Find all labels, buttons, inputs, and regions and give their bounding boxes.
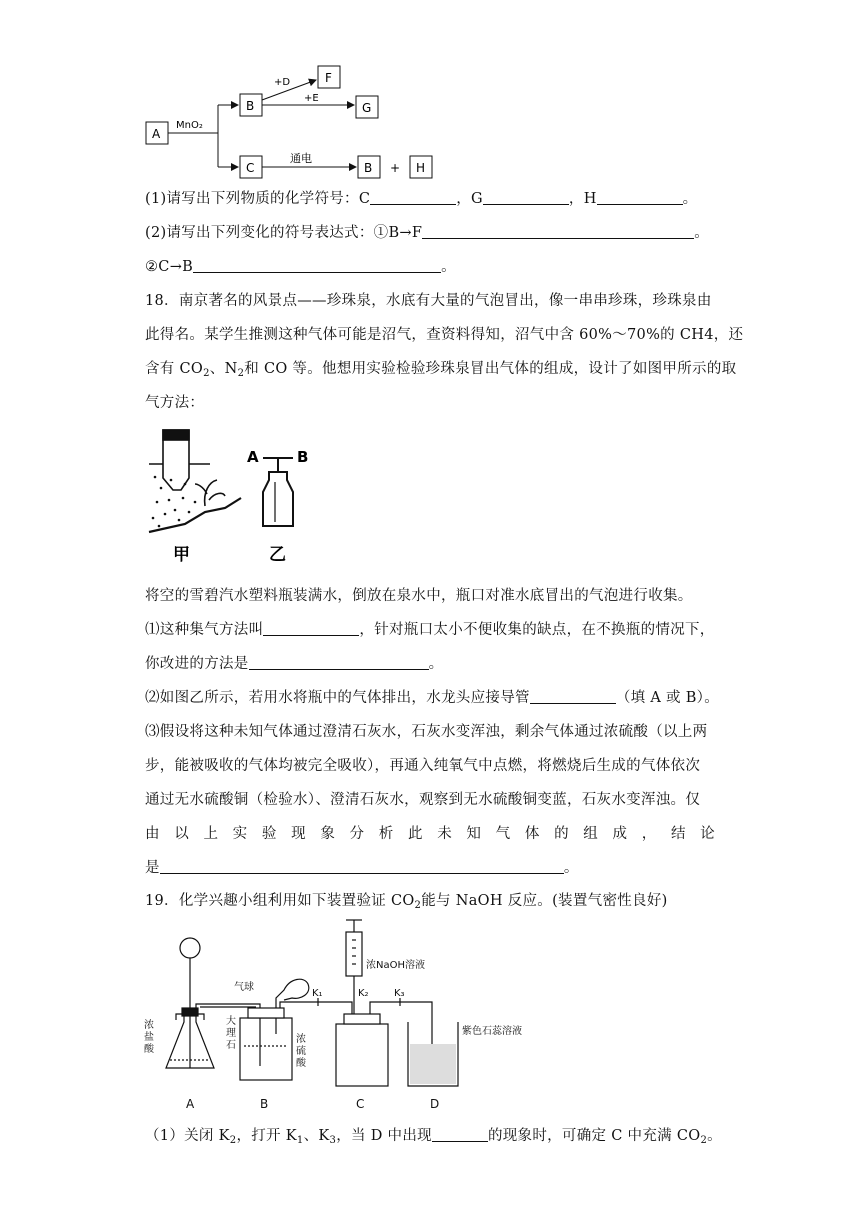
label-hcl-3: 酸 bbox=[144, 1044, 154, 1055]
q18-line2: 此得名。某学生推测这种气体可能是沼气，查资料得知，沼气中含 60%～70%的 CH4，还 bbox=[145, 327, 744, 343]
label-h2so4-1: 浓 bbox=[296, 1034, 306, 1045]
label-marble-1: 大 bbox=[226, 1016, 236, 1027]
answer-blank-cb[interactable] bbox=[193, 258, 441, 273]
label-marble-3: 石 bbox=[226, 1040, 236, 1051]
q18-sub1-line1: ⑴这种集气方法叫 ，针对瓶口太小不便收集的缺点，在不换瓶的情况下， bbox=[145, 622, 715, 638]
label-tube-b: B bbox=[297, 448, 309, 466]
q18-sub3-line1: ⑶假设将这种未知气体通过澄清石灰水，石灰水变浑浊，剩余气体通过浓硫酸（以上两 bbox=[145, 724, 708, 740]
q19-line1: 19．化学兴趣小组利用如下装置验证 $CO_2$能与 NaOH 反应。(装置气密性良好) bbox=[145, 893, 668, 911]
q18-line4: 气方法： bbox=[145, 395, 205, 411]
q18-sub3-line3: 通过无水硫酸铜（检验水）、澄清石灰水，观察到无水硫酸铜变蓝，石灰水变浑浊。仅 bbox=[145, 792, 701, 808]
label-h: H bbox=[416, 161, 426, 175]
label-app-c: C bbox=[356, 1097, 365, 1111]
q18-sub3-line2: 步，能被吸收的气体均被完全吸收），再通入纯氧气中点燃，将燃烧后生成的气体依次 bbox=[145, 758, 701, 774]
cond-d: +D bbox=[274, 77, 291, 88]
label-tube-a: A bbox=[247, 448, 259, 466]
cond-mno2: MnO₂ bbox=[176, 120, 203, 131]
q17-part2: (2)请写出下列变化的符号表达式：①B→F 。 bbox=[145, 225, 710, 241]
plus-sign: + bbox=[390, 161, 401, 175]
answer-blank-improve[interactable] bbox=[249, 655, 429, 670]
label-b: B bbox=[246, 99, 255, 113]
q19-part1: （1）关闭 $K_2$，打开 $K_1$、$K_3$，当 D 中出现 的现象时，可确定 C 中充满 $CO_2$。 bbox=[145, 1128, 722, 1146]
answer-blank-method[interactable] bbox=[263, 621, 359, 636]
q18-sub2: ⑵如图乙所示，若用水将瓶中的气体排出，水龙头应接导管 （填 A 或 B）。 bbox=[145, 690, 720, 706]
answer-blank-bf[interactable] bbox=[422, 224, 694, 239]
label-b2: B bbox=[364, 161, 373, 175]
answer-blank-conclusion[interactable] bbox=[160, 859, 564, 874]
q17-part1: (1)请写出下列物质的化学符号：C ，G ，H 。 bbox=[145, 191, 698, 207]
answer-blank-g[interactable] bbox=[483, 190, 569, 205]
answer-blank-c[interactable] bbox=[370, 190, 456, 205]
label-app-b: B bbox=[260, 1097, 269, 1111]
q18-sub3-line4: 由 以 上 实 验 现 象 分 析 此 未 知 气 体 的 组 成 ， 结 论 bbox=[145, 826, 715, 842]
label-k2: K₂ bbox=[358, 988, 369, 999]
cond-electrolysis: 通电 bbox=[290, 152, 312, 165]
apparatus-figure bbox=[140, 918, 570, 1113]
q18-sub1-line2: 你改进的方法是 。 bbox=[145, 656, 444, 672]
label-marble-2: 理 bbox=[226, 1028, 236, 1039]
collection-figure bbox=[145, 422, 310, 567]
label-k3: K₃ bbox=[394, 988, 405, 999]
label-f: F bbox=[325, 71, 332, 85]
cond-e: +E bbox=[304, 93, 319, 104]
flow-diagram bbox=[140, 60, 440, 185]
label-hcl-2: 盐 bbox=[144, 1032, 154, 1043]
q18-line5: 将空的雪碧汽水塑料瓶装满水，倒放在泉水中，瓶口对准水底冒出的气泡进行收集。 bbox=[145, 588, 693, 604]
label-balloon: 气球 bbox=[234, 982, 254, 993]
label-h2so4-2: 硫 bbox=[296, 1046, 306, 1057]
label-litmus: 紫色石蕊溶液 bbox=[462, 1026, 522, 1037]
q18-line1: 18．南京著名的风景点——珍珠泉，水底有大量的气泡冒出，像一串串珍珠，珍珠泉由 bbox=[145, 293, 712, 309]
q18-sub3-line5: 是 。 bbox=[145, 860, 579, 876]
label-h2so4-3: 酸 bbox=[296, 1058, 306, 1069]
label-app-a: A bbox=[186, 1097, 195, 1111]
answer-blank-phenomenon[interactable] bbox=[432, 1127, 488, 1142]
label-k1: K₁ bbox=[312, 988, 323, 999]
label-yi: 乙 bbox=[269, 545, 286, 565]
answer-blank-h[interactable] bbox=[597, 190, 683, 205]
q18-line3: 含有 $CO_2$、$N_2$和 CO 等。他想用实验检验珍珠泉冒出气体的组成，设计了如图甲所示的取 bbox=[145, 361, 737, 379]
label-hcl-1: 浓 bbox=[144, 1020, 154, 1031]
label-naoh: 浓NaOH溶液 bbox=[366, 960, 425, 971]
q17-part3: ②C→B 。 bbox=[145, 259, 456, 275]
label-a: A bbox=[152, 127, 161, 141]
label-app-d: D bbox=[430, 1097, 440, 1111]
label-c: C bbox=[246, 161, 255, 175]
answer-blank-tube[interactable] bbox=[530, 689, 616, 704]
label-jia: 甲 bbox=[173, 545, 190, 565]
label-g: G bbox=[362, 101, 372, 115]
